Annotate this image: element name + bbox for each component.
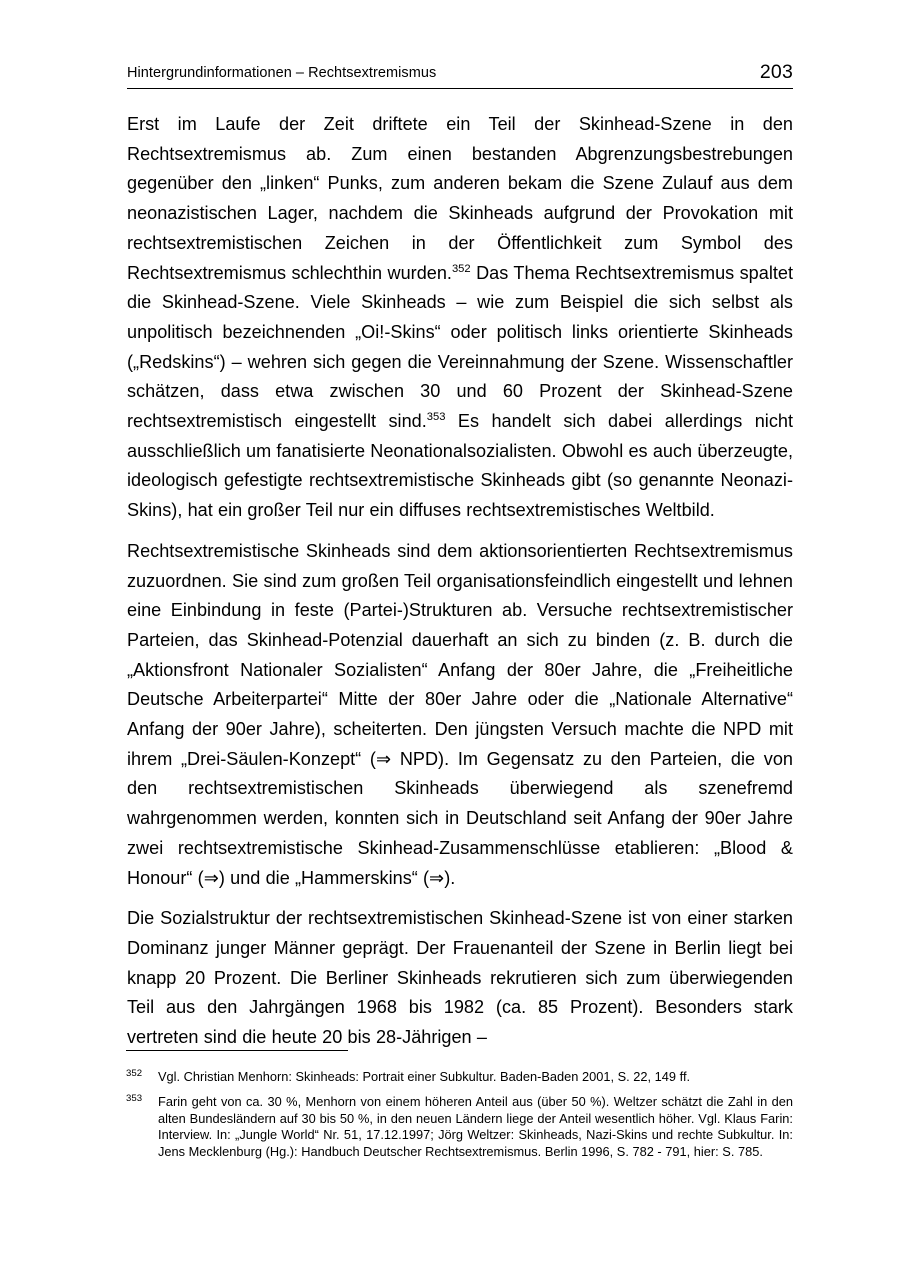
footnote-number-353[interactable]: 353 (126, 1093, 143, 1105)
paragraph-text: Es handelt sich dabei allerdings nicht ausschließlich um fanatisierte Neonationalsozialisten. Obwohl es auch überzeugte, ideologisch gefestigte rechtsextremistische Skinheads gibt (so genannte Neonazi-Skins), hat ein großer Teil nur ein diffuses rechtsextremistisches Weltbild. (127, 411, 794, 521)
paragraph-3 (127, 904, 793, 1053)
paragraph-text: Rechtsextremistische Skinheads sind dem aktionsorientierten Rechtsextremismus zuzuordnen. Sie sind zum großen Teil organisationsfeindlich eingestellt und lehnen eine Einbindung in feste (Partei-)Strukturen ab. Versuche rechtsextremistischer Parteien, das Skinhead-Potenzial dauerhaft an sich zu binden (z. B. durch die „Aktionsfront Nationaler Sozialisten“ Anfang der 80er Jahre, die „Freiheitliche Deutsche Arbeiterpartei“ Mitte der 80er Jahre oder die „Nationale Alternative“ Anfang der 90er Jahre), scheiterten. Den jüngsten Versuch machte die NPD mit ihrem „Drei-Säulen-Konzept“ (⇒ NPD). Im Gegensatz zu den Parteien, die von den rechtsextremistischen Skinheads überwiegend als szenefremd wahrgenommen werden, konnten sich in Deutschland seit Anfang der 90er Jahre zwei rechtsextremistische Skinhead-Zusammenschlüsse etablieren: „Blood & Honour“ (⇒) und die „Hammerskins“ (⇒). (127, 540, 793, 888)
footnote-reference-352[interactable]: 352 (451, 262, 471, 275)
footnote-text: Farin geht von ca. 30 %, Menhorn von einem höheren Anteil aus (über 50 %). Weltzer schätzt die Zahl in den alten Bundesländern auf 30 bis 50 %, in den neuen Ländern liege der Anteil wesentlich höher. Vgl. Klaus Farin: Interview. In: „Jungle World“ Nr. 51, 17.12.1997; Jörg Weltzer: Skinheads, Nazi-Skins und rechte Subkultur. In: Jens Mecklenburg (Hg.): Handbuch Deutscher Rechtsextremismus. Berlin 1996, S. 782 - 791, hier: S. 785. (158, 1094, 793, 1159)
footnote-353 (126, 1094, 793, 1160)
footnote-reference-353[interactable]: 353 (426, 411, 446, 423)
running-head-title: Hintergrundinformationen – Rechtsextremismus (127, 65, 437, 81)
body-text-container (127, 110, 793, 1053)
paragraph-text: Das Thema Rechtsextremismus spaltet die Skinhead-Szene. Viele Skinheads – wie zum Beispiel die sich selbst als unpolitisch bezeichnenden „Oi!-Skins“ oder politisch links orientierte Skinheads („Redskins“) – wehren sich gegen die Vereinnahmung der Szene. Wissenschaftler schätzen, dass etwa zwischen 30 und 60 Prozent der Skinhead-Szene rechtsextremistisch eingestellt sind. (127, 262, 793, 432)
paragraph-1 (127, 110, 793, 526)
page-number: 203 (759, 61, 793, 83)
paragraph-text: Die Sozialstruktur der rechtsextremistischen Skinhead-Szene ist von einer starken Dominanz junger Männer geprägt. Der Frauenanteil der Szene in Berlin liegt bei knapp 20 Prozent. Die Berliner Skinheads rekrutieren sich zum überwiegenden Teil aus den Jahrgängen 1968 bis 1982 (ca. 85 Prozent). Besonders stark vertreten sind die heute 20 bis 28-Jährigen – (127, 908, 793, 1048)
header-divider-rule (127, 88, 793, 89)
paragraph-text: Erst im Laufe der Zeit driftete ein Teil der Skinhead-Szene in den Rechtsextremismus ab. Zum einen bestanden Abgrenzungsbestrebungen gegenüber den „linken“ Punks, zum anderen bekam die Szene Zulauf aus dem neonazistischen Lager, nachdem die Skinheads aufgrund der Provokation mit rechtsextremistischen Zeichen in der Öffentlichkeit zum Symbol des Rechtsextremismus schlechthin wurden. (127, 114, 793, 283)
footnote-container (126, 1069, 793, 1160)
paragraph-2 (127, 537, 793, 893)
page-header (127, 62, 793, 82)
footnote-separator-rule (126, 1050, 348, 1051)
footnote-text: Vgl. Christian Menhorn: Skinheads: Portrait einer Subkultur. Baden-Baden 2001, S. 22, 149 ff. (158, 1069, 691, 1084)
footnote-352 (126, 1069, 793, 1085)
footnote-number-352[interactable]: 352 (126, 1068, 143, 1079)
